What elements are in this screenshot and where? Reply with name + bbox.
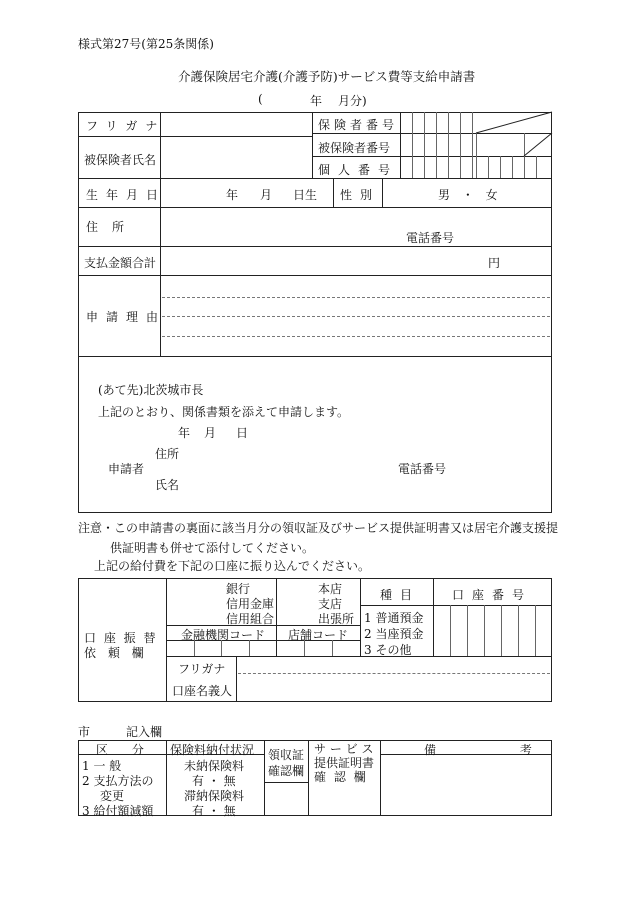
insured-name-label: 被保険者氏名 [84,153,157,167]
inst-kumiai: 信用組合 [226,612,275,626]
premium-unpaid-yn[interactable]: 有 ・ 無 [192,774,236,788]
period-year: 年 [310,94,323,108]
sex-options[interactable]: 男 ・ 女 [438,188,502,202]
h-service-3: 確 認 欄 [314,770,368,784]
total-amount-label: 支払金額合計 [84,256,157,270]
class-3: 3 給付額減額 [82,804,154,818]
premium-unpaid: 未納保険料 [184,759,245,773]
type-ordinary[interactable]: 1 普通預金 [364,611,424,625]
city-title-1: 市 [78,725,91,739]
h-service-1: サ ー ビ ス [314,742,374,756]
class-1: 1 一 般 [82,759,122,773]
decl-name: 氏名 [155,478,180,492]
decl-phone: 電話番号 [398,462,447,476]
class-2b: 変更 [100,789,125,803]
holder-label: 口座名義人 [172,684,233,698]
decl-applicant: 申請者 [108,462,145,476]
note-line-3: 上記の給付費を下記の口座に振り込んでください。 [94,559,371,573]
branch-head: 本店 [318,582,343,596]
sex-label: 性別 [340,188,381,202]
holder-furigana-label: フリガナ [178,662,226,676]
branch-code-label: 店舗コード [288,628,349,642]
transfer-label-1: 口 座 振 替 [84,631,158,645]
h-premium: 保険料納付状況 [170,743,255,757]
birth-year: 年 [226,188,239,202]
inst-code-label: 金融機関コード [181,628,266,642]
personal-number-label: 個人番号 [318,163,399,177]
period-open: ( [258,92,263,106]
addressee: (あて先)北茨城市長 [98,383,204,397]
phone-label: 電話番号 [406,231,455,245]
yen-unit: 円 [488,256,501,270]
branch-branch: 支店 [318,597,343,611]
type-current[interactable]: 2 当座預金 [364,627,424,641]
period-month: 月分) [338,94,367,108]
class-2a: 2 支払方法の [82,774,154,788]
h-receipt-2: 確認欄 [268,764,305,778]
form-number: 様式第27号(第25条関係) [78,37,214,51]
address-label: 住所 [86,220,139,234]
premium-overdue: 滞納保険料 [184,789,245,803]
insurer-number-label: 保険者番号 [318,118,399,132]
branch-office: 出張所 [318,612,355,626]
type-other[interactable]: 3 その他 [364,643,412,657]
birth-month: 月 [260,188,273,202]
note-line-1: 注意・この申請書の裏面に該当月分の領収証及びサービス提供証明書又は居宅介護支援提 [78,521,559,535]
birth-day: 日生 [293,188,318,202]
decl-address: 住所 [155,447,180,461]
account-header: 口座番号 [452,588,533,602]
birth-date-label: 生年月日 [86,188,167,202]
inst-shinkin: 信用金庫 [226,597,275,611]
transfer-label-2: 依 頼 欄 [84,646,148,660]
type-header: 種目 [380,588,421,602]
decl-year: 年 [178,426,191,440]
insured-number-label: 被保険者番号 [318,141,391,155]
reason-label: 申請理由 [86,310,167,324]
decl-month: 月 [204,426,217,440]
h-remarks: 備 考 [424,743,572,757]
statement: 上記のとおり、関係書類を添えて申請します。 [98,405,350,419]
furigana-label: フリガナ [86,119,166,133]
h-receipt-1: 領収証 [268,748,305,762]
note-line-2: 供証明書も併せて添付してください。 [110,541,315,555]
h-service-2: 提供証明書 [314,756,375,770]
h-class: 区 分 [96,743,154,757]
inst-bank: 銀行 [226,582,251,596]
decl-day: 日 [236,426,249,440]
form-title: 介護保険居宅介護(介護予防)サービス費等支給申請書 [178,69,476,84]
city-title-2: 記入欄 [126,725,163,739]
premium-overdue-yn[interactable]: 有 ・ 無 [192,804,236,818]
